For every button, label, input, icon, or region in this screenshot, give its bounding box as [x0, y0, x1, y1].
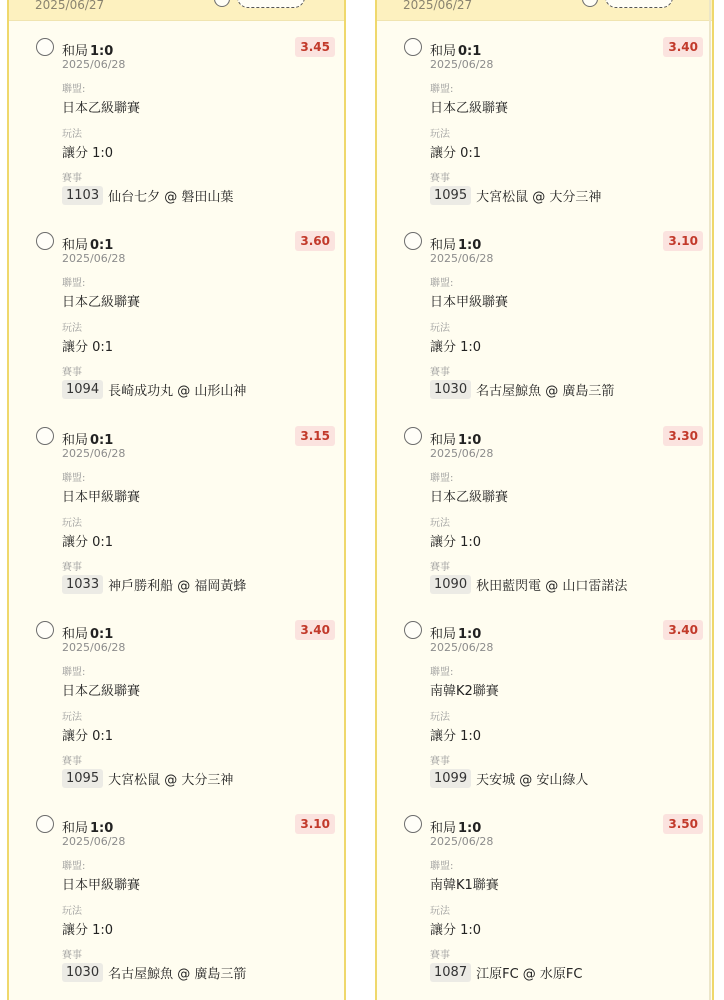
match-number-badge: 1030	[430, 380, 471, 399]
match-row	[62, 769, 233, 788]
league-value: 南韓K1聯賽	[430, 878, 499, 894]
selection-title	[62, 234, 113, 253]
radio-select-icon[interactable]	[36, 621, 54, 639]
odds-badge[interactable]: 3.40	[295, 620, 335, 640]
selection-label: 和局	[62, 238, 89, 254]
selection-score: 0:1	[90, 432, 114, 448]
league-label: 聯盟:	[430, 861, 454, 873]
odds-badge[interactable]: 3.30	[663, 426, 703, 446]
selection-title	[430, 234, 481, 253]
selection-date: 2025/06/28	[62, 252, 126, 266]
header-date: 2025/06/27	[35, 0, 105, 12]
selection-date: 2025/06/28	[62, 446, 126, 460]
match-label: 賽事	[62, 950, 82, 962]
selection-label: 和局	[62, 821, 89, 837]
match-label: 賽事	[430, 561, 450, 573]
odds-badge[interactable]: 3.15	[295, 426, 335, 446]
league-value: 日本乙級聯賽	[62, 101, 141, 116]
selection-title	[62, 429, 113, 448]
radio-select-icon[interactable]	[404, 815, 422, 833]
radio-select-icon[interactable]	[36, 815, 54, 833]
selection-label: 和局	[62, 44, 89, 59]
league-label: 聯盟:	[430, 472, 454, 484]
match-number-badge: 1095	[430, 186, 471, 205]
match-number-badge: 1099	[430, 769, 471, 788]
odds-badge[interactable]: 3.45	[295, 37, 335, 57]
match-label: 賽事	[430, 755, 450, 767]
match-row	[430, 380, 614, 399]
match-teams: 江原FC @ 水原FC	[476, 967, 583, 983]
selection-date: 2025/06/28	[430, 446, 494, 460]
match-label: 賽事	[430, 367, 450, 379]
bet-card[interactable]	[377, 215, 712, 409]
league-label: 聯盟:	[62, 278, 86, 290]
match-number-badge: 1103	[62, 186, 103, 205]
header-pill-button[interactable]	[605, 0, 673, 8]
match-number-badge: 1087	[430, 963, 471, 982]
league-label: 聯盟:	[62, 861, 86, 873]
match-row	[430, 575, 627, 594]
league-label: 聯盟:	[62, 666, 86, 678]
bet-card[interactable]	[9, 798, 344, 992]
play-value: 讓分 0:1	[430, 146, 482, 161]
selection-date: 2025/06/28	[430, 640, 494, 654]
selection-score: 1:0	[90, 44, 114, 59]
selection-date: 2025/06/28	[430, 835, 494, 849]
match-row	[430, 186, 601, 205]
league-value: 日本甲級聯賽	[62, 489, 141, 505]
league-value: 日本甲級聯賽	[62, 878, 141, 894]
odds-badge[interactable]: 3.40	[663, 37, 703, 57]
league-label: 聯盟:	[62, 472, 86, 484]
selection-label: 和局	[430, 821, 457, 837]
odds-badge[interactable]: 3.60	[295, 231, 335, 251]
odds-badge[interactable]: 3.10	[663, 231, 703, 251]
odds-badge[interactable]: 3.40	[663, 620, 703, 640]
selection-score: 0:1	[458, 44, 482, 59]
league-value: 日本甲級聯賽	[430, 295, 509, 311]
match-teams: 仙台七夕 @ 磐田山葉	[108, 190, 234, 205]
match-row	[62, 380, 246, 399]
header-radio-icon[interactable]	[582, 0, 598, 7]
match-row	[62, 186, 233, 205]
league-value: 日本乙級聯賽	[62, 683, 141, 699]
match-label: 賽事	[430, 173, 450, 184]
match-number-badge: 1090	[430, 575, 471, 594]
selection-title	[62, 817, 113, 836]
selection-label: 和局	[430, 432, 457, 448]
league-label: 聯盟:	[430, 666, 454, 678]
edge-divider	[709, 0, 711, 1000]
play-value: 讓分 0:1	[62, 534, 114, 550]
radio-select-icon[interactable]	[404, 427, 422, 445]
selection-label: 和局	[62, 626, 89, 642]
selection-date: 2025/06/28	[430, 58, 494, 71]
league-value: 南韓K2聯賽	[430, 683, 499, 699]
play-label: 玩法	[62, 129, 82, 140]
selection-title	[62, 623, 113, 642]
match-label: 賽事	[62, 367, 82, 379]
play-value: 讓分 1:0	[62, 146, 114, 161]
play-label: 玩法	[62, 906, 82, 918]
bet-card[interactable]	[377, 21, 712, 215]
bet-card[interactable]	[9, 604, 344, 798]
league-label: 聯盟:	[430, 84, 454, 95]
match-label: 賽事	[62, 755, 82, 767]
radio-select-icon[interactable]	[404, 232, 422, 250]
selection-title	[430, 817, 481, 836]
header-pill-button[interactable]	[237, 0, 305, 8]
right-column	[375, 0, 714, 1000]
match-row	[430, 769, 588, 788]
radio-select-icon[interactable]	[404, 38, 422, 56]
play-label: 玩法	[430, 129, 450, 140]
bet-card[interactable]	[9, 410, 344, 604]
bet-card[interactable]	[9, 21, 344, 215]
header-date: 2025/06/27	[403, 0, 473, 12]
radio-select-icon[interactable]	[36, 427, 54, 445]
selection-date: 2025/06/28	[62, 640, 126, 654]
match-row	[62, 575, 246, 594]
play-label: 玩法	[430, 906, 450, 918]
match-number-badge: 1030	[62, 963, 103, 982]
match-teams: 大宮松鼠 @ 大分三神	[476, 190, 602, 205]
selection-title	[430, 623, 481, 642]
odds-badge[interactable]: 3.50	[663, 814, 703, 834]
selection-score: 0:1	[90, 238, 114, 254]
selection-score: 1:0	[458, 238, 482, 254]
radio-select-icon[interactable]	[404, 621, 422, 639]
match-number-badge: 1094	[62, 380, 103, 399]
league-value: 日本乙級聯賽	[62, 295, 141, 311]
radio-select-icon[interactable]	[36, 38, 54, 56]
match-label: 賽事	[62, 173, 82, 184]
selection-score: 1:0	[458, 432, 482, 448]
play-value: 讓分 1:0	[62, 923, 114, 939]
match-label: 賽事	[430, 950, 450, 962]
match-teams: 名古屋鯨魚 @ 廣島三箭	[476, 384, 615, 400]
odds-badge[interactable]: 3.10	[295, 814, 335, 834]
right-column-header	[377, 0, 712, 21]
selection-date: 2025/06/28	[430, 252, 494, 266]
match-label: 賽事	[62, 561, 82, 573]
play-label: 玩法	[430, 517, 450, 529]
bet-card[interactable]	[9, 215, 344, 409]
bet-card[interactable]	[377, 604, 712, 798]
league-label: 聯盟:	[430, 278, 454, 290]
selection-label: 和局	[430, 626, 457, 642]
left-column-header	[9, 0, 344, 21]
left-column	[7, 0, 346, 1000]
match-row	[62, 963, 246, 982]
league-value: 日本乙級聯賽	[430, 489, 509, 505]
league-label: 聯盟:	[62, 84, 86, 95]
play-label: 玩法	[62, 711, 82, 723]
match-row	[430, 963, 582, 982]
match-teams: 秋田藍閃電 @ 山口雷諾法	[476, 578, 628, 594]
play-value: 讓分 0:1	[62, 728, 114, 744]
play-value: 讓分 1:0	[430, 534, 482, 550]
selection-score: 1:0	[90, 821, 114, 837]
selection-title	[430, 429, 481, 448]
selection-date: 2025/06/28	[62, 835, 126, 849]
selection-date: 2025/06/28	[62, 58, 126, 71]
match-number-badge: 1095	[62, 769, 103, 788]
play-value: 讓分 1:0	[430, 340, 482, 356]
bet-card[interactable]	[377, 410, 712, 604]
selection-title	[430, 40, 481, 59]
selection-label: 和局	[62, 432, 89, 448]
header-radio-icon[interactable]	[214, 0, 230, 7]
match-teams: 長崎成功丸 @ 山形山神	[108, 384, 247, 400]
play-label: 玩法	[430, 323, 450, 335]
league-value: 日本乙級聯賽	[430, 101, 509, 116]
match-teams: 名古屋鯨魚 @ 廣島三箭	[108, 967, 247, 983]
radio-select-icon[interactable]	[36, 232, 54, 250]
play-label: 玩法	[430, 711, 450, 723]
play-value: 讓分 1:0	[430, 923, 482, 939]
selection-label: 和局	[430, 238, 457, 254]
play-value: 讓分 1:0	[430, 728, 482, 744]
selection-title	[62, 40, 113, 59]
match-teams: 神戶勝利船 @ 福岡黃蜂	[108, 578, 247, 594]
bet-card[interactable]	[377, 798, 712, 992]
selection-label: 和局	[430, 44, 457, 59]
selection-score: 1:0	[458, 821, 482, 837]
play-value: 讓分 0:1	[62, 340, 114, 356]
match-number-badge: 1033	[62, 575, 103, 594]
play-label: 玩法	[62, 517, 82, 529]
selection-score: 0:1	[90, 626, 114, 642]
selection-score: 1:0	[458, 626, 482, 642]
play-label: 玩法	[62, 323, 82, 335]
match-teams: 大宮松鼠 @ 大分三神	[108, 772, 234, 788]
match-teams: 天安城 @ 安山綠人	[476, 772, 589, 788]
